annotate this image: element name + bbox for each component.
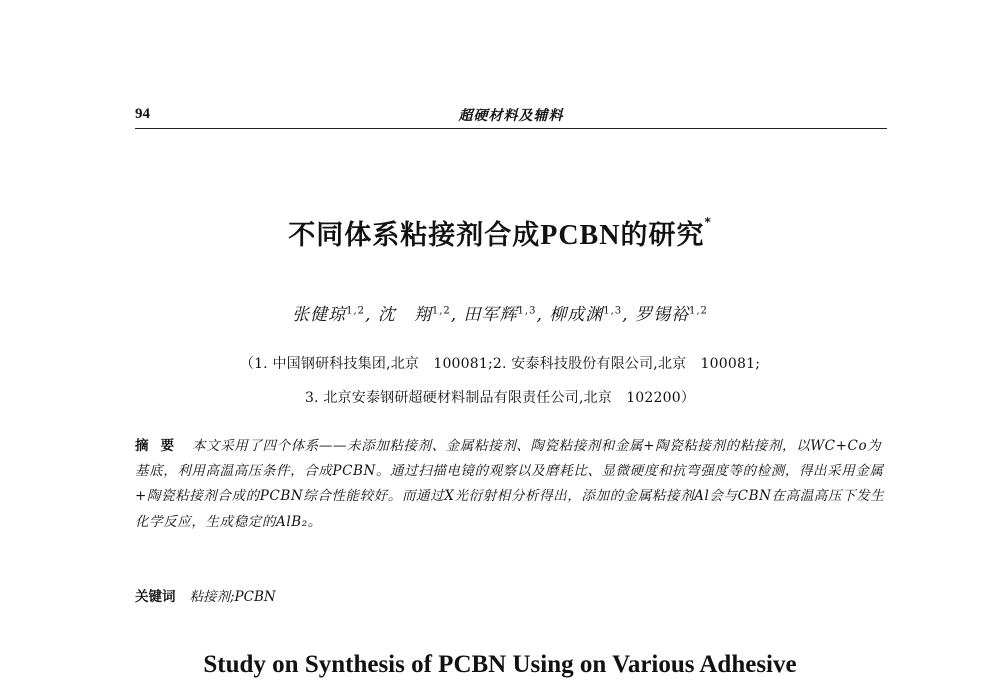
author-affil: 1,2 [431, 305, 451, 317]
title-prefix: 不同体系粘接剂合成 [288, 220, 541, 251]
abstract-label: 摘要 [135, 438, 186, 454]
keywords-label: 关键词 [135, 589, 176, 605]
journal-name: 超硬材料及辅料 [458, 108, 564, 124]
title-suffix: 的研究 [620, 220, 705, 251]
running-header [135, 98, 887, 129]
page-number: 94 [135, 106, 150, 122]
abstract-text: 本文采用了四个体系——未添加粘接剂、金属粘接剂、陶瓷粘接剂和金属+陶瓷粘接剂的粘接剂，以WC+Co为基底，利用高温高压条件，合成PCBN。通过扫描电镜的观察以及磨耗比、显微硬度和抗弯强度等的检测，得出采用金属+陶瓷粘接剂合成的PCBN综合性能较好。而通过X光衍射相分析得出，添加的金属粘接剂Al会与CBN在高温高压下发生化学反应，生成稳定的AlB₂。 [135, 438, 885, 530]
author-name: 沈 翔 [377, 305, 432, 325]
author-affil: 1,3 [517, 305, 537, 317]
keywords [135, 585, 276, 605]
abstract [135, 434, 887, 535]
keywords-value: 粘接剂;PCBN [189, 589, 276, 605]
author-affil: 1,3 [603, 305, 623, 317]
author-affil: 1,2 [688, 305, 708, 317]
author-name: 罗锡裕 [634, 305, 689, 325]
author-sep: , [450, 305, 458, 325]
affiliation-line-1: （1. 中国钢研科技集团,北京 100081;2. 安泰科技股份有限公司,北京 100081; [239, 356, 761, 372]
author-list [0, 300, 1000, 325]
affiliation-line-2: 3. 北京安泰钢研超硬材料制品有限责任公司,北京 102200） [304, 390, 696, 406]
english-title: Study on Synthesis of PCBN Using on Various Adhesive [203, 651, 797, 678]
title-footnote-mark: * [704, 215, 712, 229]
author-name: 柳成渊 [549, 305, 604, 325]
author-sep: , [536, 305, 543, 325]
author-sep: , [622, 305, 629, 325]
author-name: 田军辉 [463, 305, 518, 325]
title-acronym: PCBN [540, 220, 621, 251]
author-name: 张健琼 [292, 305, 347, 325]
paper-title [0, 213, 1000, 252]
author-affil: 1,2 [346, 305, 366, 317]
author-sep: , [365, 305, 372, 325]
